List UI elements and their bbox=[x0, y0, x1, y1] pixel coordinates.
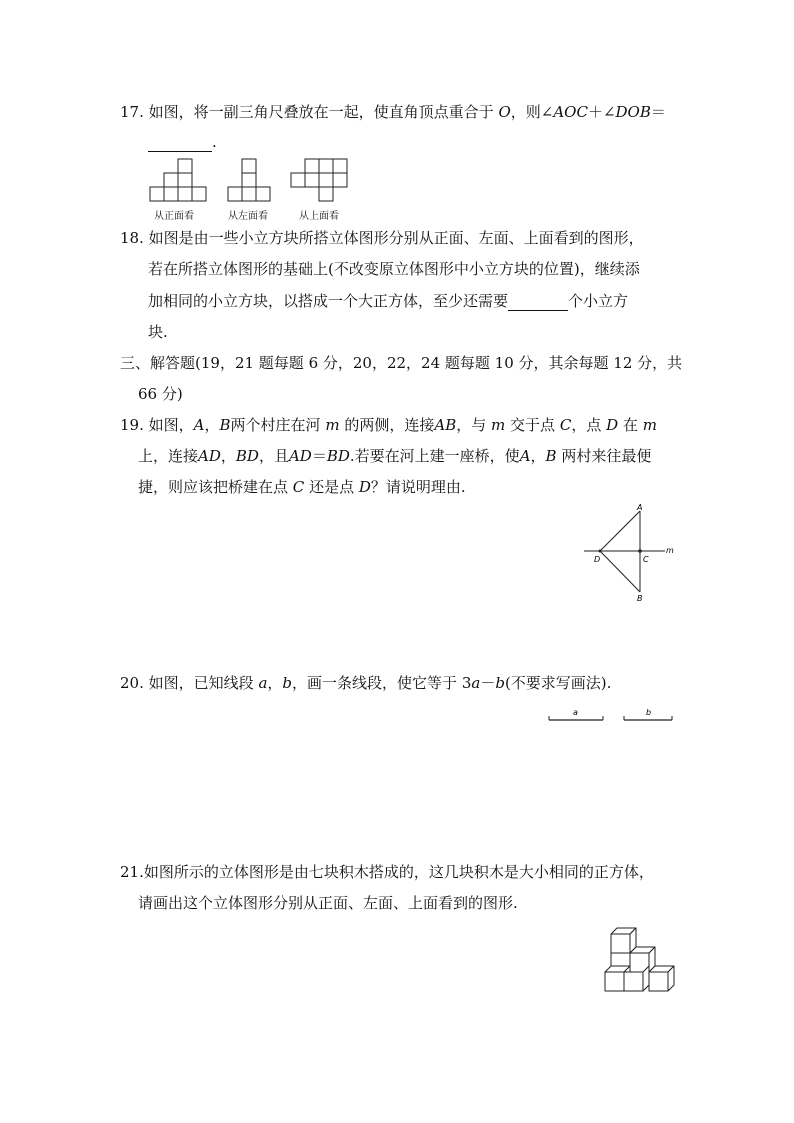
q19-line1: 19. 如图，A，B两个村庄在河 m 的两侧，连接AB，与 m 交于点 C，点 D 在 m bbox=[120, 416, 657, 434]
q20-segment-b bbox=[621, 704, 675, 724]
q19-line3: 捷，则应该把桥建在点 C 还是点 D？请说明理由. bbox=[138, 478, 466, 496]
q18-caption-front: 从正面看 bbox=[154, 211, 194, 222]
q20-number: 20. bbox=[120, 674, 144, 692]
q19-label-m: m bbox=[666, 546, 674, 555]
q21-number: 21. bbox=[120, 863, 144, 881]
q18-top-view bbox=[289, 158, 353, 204]
q18-number: 18. bbox=[120, 229, 144, 247]
q19-label-a: A bbox=[637, 503, 643, 512]
q20-segment-a-label: a bbox=[573, 708, 578, 717]
q21-line1: 21.如图所示的立体图形是由七块积木搭成的，这几块积木是大小相同的正方体， bbox=[120, 863, 654, 881]
q19-label-b: B bbox=[637, 594, 643, 603]
section3-heading: 三、解答题(19，21 题每题 6 分，20，22，24 题每题 10 分，其余每题 12 分，共 bbox=[120, 354, 683, 372]
q18-front-view bbox=[148, 158, 210, 204]
section3-heading-cont: 66 分) bbox=[138, 385, 183, 403]
q17-answer-blank[interactable] bbox=[148, 135, 212, 152]
q17-line1: 17. 如图，将一副三角尺叠放在一起，使直角顶点重合于 O，则∠AOC＋∠DOB＝ bbox=[120, 103, 666, 121]
q18-answer-blank[interactable] bbox=[508, 294, 568, 311]
q18-caption-top: 从上面看 bbox=[299, 211, 339, 222]
q19-line2: 上，连接AD，BD，且AD＝BD.若要在河上建一座桥，使A，B 两村来往最便 bbox=[138, 447, 652, 465]
q18-line1: 18. 如图是由一些小立方块所搭立体图形分别从正面、左面、上面看到的图形， bbox=[120, 229, 644, 247]
q19-label-c: C bbox=[643, 555, 649, 564]
q18-caption-left: 从左面看 bbox=[228, 211, 268, 222]
q17-number: 17. bbox=[120, 103, 144, 121]
q21-line2: 请画出这个立体图形分别从正面、左面、上面看到的图形. bbox=[138, 894, 518, 912]
q20-line1: 20. 如图，已知线段 a，b，画一条线段，使它等于 3a－b(不要求写画法). bbox=[120, 674, 612, 692]
q20-segment-b-label: b bbox=[646, 708, 652, 717]
q18-line3: 加相同的小立方块，以搭成一个大正方体，至少还需要 个小立方 bbox=[148, 292, 629, 310]
q19-label-d: D bbox=[594, 555, 601, 564]
q18-line2: 若在所搭立体图形的基础上(不改变原立体图形中小立方块的位置)，继续添 bbox=[148, 260, 640, 278]
q18-left-view bbox=[226, 158, 274, 204]
q20-segment-a bbox=[546, 704, 606, 724]
q19-number: 19. bbox=[120, 416, 144, 434]
q19-river-figure bbox=[580, 500, 680, 605]
q18-line4: 块. bbox=[148, 323, 168, 341]
q21-cube-figure bbox=[600, 922, 680, 998]
q17-answer-line: . bbox=[148, 132, 217, 152]
